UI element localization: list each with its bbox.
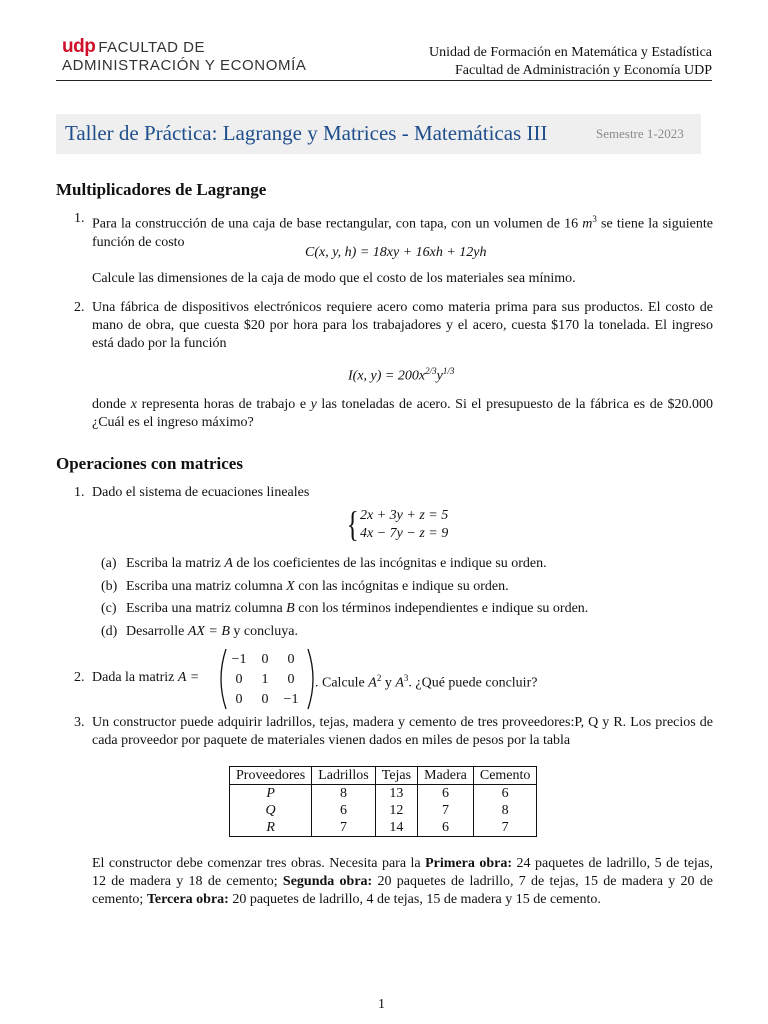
table-cell: R bbox=[230, 819, 312, 837]
logo-line2: ADMINISTRACIÓN Y ECONOMÍA bbox=[62, 57, 307, 74]
sub-item-text: Escriba la matriz A de los coeficientes de las incógnitas e indique su orden. bbox=[126, 556, 547, 571]
table-header: Madera bbox=[418, 767, 474, 785]
table-cell: P bbox=[230, 785, 312, 803]
question-2-lead: Dada la matriz A = bbox=[92, 670, 200, 685]
section-heading-lagrange: Multiplicadores de Lagrange bbox=[56, 180, 267, 199]
table-cell: 14 bbox=[375, 819, 417, 837]
table-cell: 6 bbox=[312, 802, 376, 819]
question-3-text: Un constructor puede adquirir ladrillos, tejas, madera y cemento de tres proveedores:P, Q y R. Los precios de cada proveedor por paquete de materiales vienen dados en miles de pesos por la tabla bbox=[92, 715, 713, 748]
system-brace: { bbox=[346, 504, 359, 544]
matrix-row: 0 1 0 bbox=[235, 672, 295, 687]
table-header: Tejas bbox=[375, 767, 417, 785]
question-1-text: Dado el sistema de ecuaciones lineales bbox=[92, 485, 310, 500]
table-cell: 12 bbox=[375, 802, 417, 819]
sub-item-label: (a) bbox=[101, 556, 117, 571]
table-cell: 7 bbox=[473, 819, 537, 837]
semester-label: Semestre 1-2023 bbox=[596, 126, 684, 141]
table-row bbox=[230, 819, 537, 837]
header-institution bbox=[429, 44, 712, 80]
problem-2-text: Una fábrica de dispositivos electrónicos requiere acero como materia prima para sus productos. El costo de mano de obra, que cuesta $20 por hora para los trabajadores y el acero, cuesta $170 la tonelada. El ingreso está dado por la función bbox=[92, 300, 713, 351]
problem-number: 1. bbox=[74, 485, 85, 500]
table-cell: 6 bbox=[473, 785, 537, 803]
equation-1: 2x + 3y + z = 5 bbox=[360, 508, 449, 523]
table-row bbox=[230, 785, 537, 803]
supplier-price-table bbox=[229, 766, 537, 837]
problem-1-text: Para la construcción de una caja de base rectangular, con tapa, con un volumen de 16 $m^3$ se tiene la siguiente función de costo bbox=[92, 214, 713, 250]
question-2-text: . Calcule $A^2$ y $A^3$. ¿Qué puede concluir? bbox=[315, 673, 538, 691]
page-number: 1 bbox=[378, 997, 385, 1012]
table-cell: 13 bbox=[375, 785, 417, 803]
problem-2-question: donde x representa horas de trabajo e y las toneladas de acero. Si el presupuesto de la fábrica es de $20.000 ¿Cuál es el ingreso máximo? bbox=[92, 397, 713, 430]
problem-number: 2. bbox=[74, 300, 85, 315]
sub-item-label: (b) bbox=[101, 579, 118, 594]
problem-number: 3. bbox=[74, 715, 85, 730]
question-3-requirements: El constructor debe comenzar tres obras. Necesita para la Primera obra: 24 paquetes de ladrillo, 5 de tejas, 12 de madera y 18 de cemento; Segunda obra: 20 paquetes de ladrillo, 7 de tejas, 15 de madera y 20 de cemento; Tercera obra: 20 paquetes de ladrillo, 4 de tejas, 15 de madera y 15 de cemento. bbox=[92, 856, 713, 907]
header-faculty: Facultad de Administración y Economía UDP bbox=[454, 63, 712, 78]
udp-logo-mark: udp bbox=[62, 36, 96, 57]
table-header: Proveedores bbox=[230, 767, 312, 785]
table-header: Cemento bbox=[473, 767, 537, 785]
title-box bbox=[56, 114, 701, 154]
sub-item-label: (c) bbox=[101, 601, 117, 616]
table-cell: 8 bbox=[312, 785, 376, 803]
problem-number: 2. bbox=[74, 670, 85, 685]
table-cell: 7 bbox=[418, 802, 474, 819]
udp-logo bbox=[62, 38, 306, 75]
equation-2: 4x − 7y − z = 9 bbox=[360, 526, 449, 541]
table-cell: 6 bbox=[418, 819, 474, 837]
matrix-row: 0 0 −1 bbox=[235, 692, 299, 707]
table-cell: 6 bbox=[418, 785, 474, 803]
document-title: Taller de Práctica: Lagrange y Matrices - Matemáticas III bbox=[65, 121, 548, 145]
problem-number: 1. bbox=[74, 211, 85, 226]
section-heading-matrices: Operaciones con matrices bbox=[56, 454, 243, 473]
header-divider bbox=[56, 80, 712, 81]
header-unit: Unidad de Formación en Matemática y Estadística bbox=[428, 45, 712, 60]
table-cell: Q bbox=[230, 802, 312, 819]
sub-item-label: (d) bbox=[101, 624, 118, 639]
matrix-a bbox=[226, 650, 304, 710]
table-cell: 7 bbox=[312, 819, 376, 837]
table-cell: 8 bbox=[473, 802, 537, 819]
sub-item-text: Escriba una matriz columna X con las incógnitas e indique su orden. bbox=[126, 579, 509, 594]
problem-1-question: Calcule las dimensiones de la caja de modo que el costo de los materiales sea mínimo. bbox=[92, 271, 576, 286]
sub-item-text: Desarrolle AX = B y concluya. bbox=[126, 624, 298, 639]
table-header: Ladrillos bbox=[312, 767, 376, 785]
cost-function-formula: C(x, y, h) = 18xy + 16xh + 12yh bbox=[305, 245, 487, 260]
matrix-row: −1 0 0 bbox=[231, 652, 295, 667]
logo-line1: FACULTAD DE bbox=[98, 39, 205, 56]
revenue-function-formula: I(x, $y) = 200x^{2/3}y^{1/3}$ bbox=[348, 366, 455, 384]
sub-item-text: Escriba una matriz columna B con los términos independientes e indique su orden. bbox=[126, 601, 589, 616]
table-row bbox=[230, 802, 537, 819]
table-header-row bbox=[230, 767, 537, 785]
